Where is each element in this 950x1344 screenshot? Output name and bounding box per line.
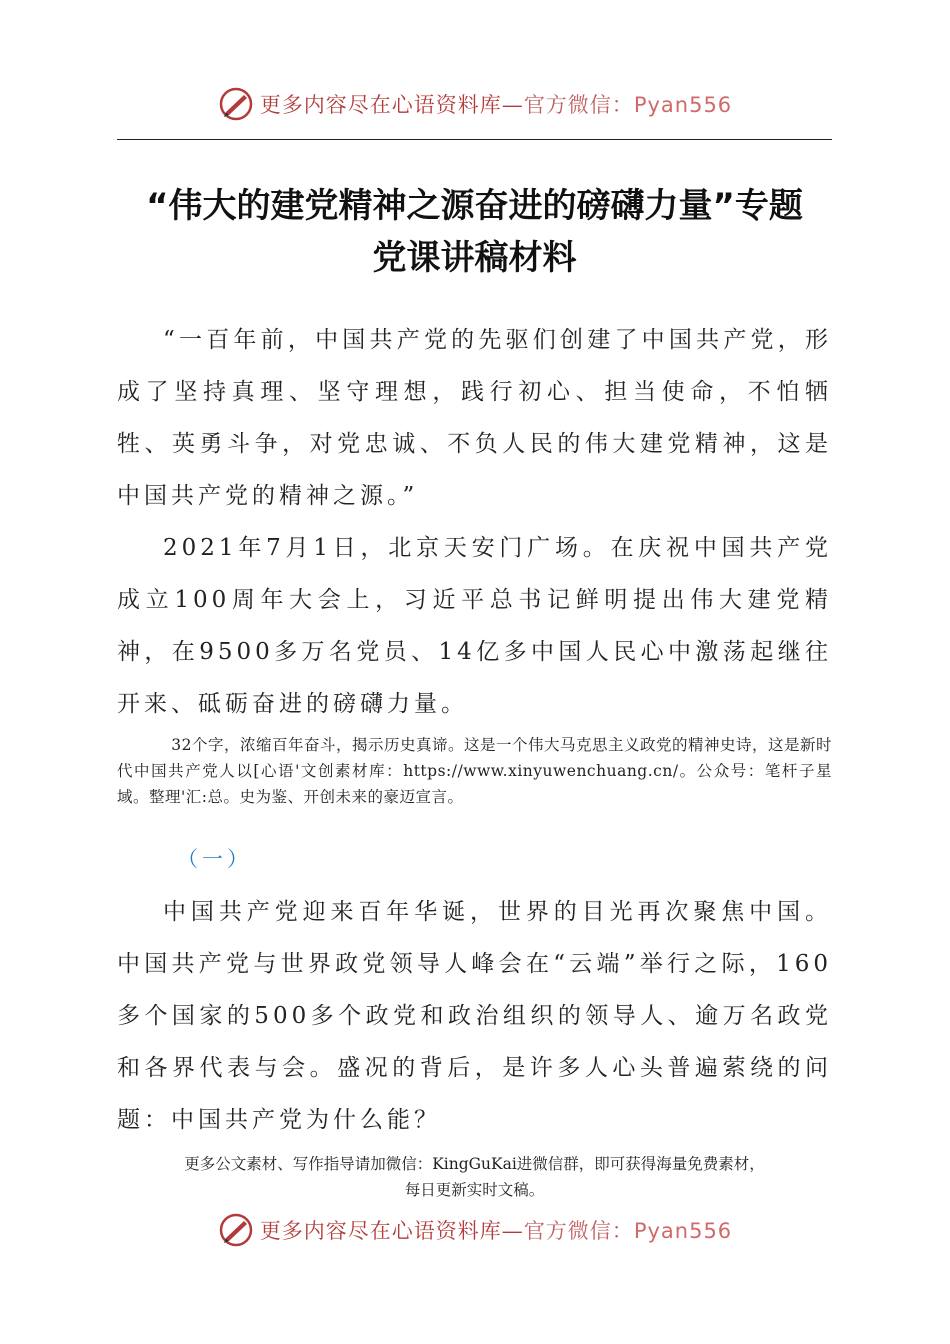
pen-logo-icon [218, 86, 254, 122]
banner-brand-text: 更多内容尽在心语资料库— [259, 93, 524, 117]
document-title [117, 180, 832, 284]
footer-note [117, 1151, 832, 1203]
small-print-paragraph: 32个字，浓缩百年奋斗，揭示历史真谛。这是一个伟大马克思主义政党的精神史诗，这是新时代中国共产党人以[心语'文创素材库：https://www.xinyuwenchuang.cn/。公众号：笔杆子星域。整理'汇:总。史为鉴、开创未来的豪迈宣言。 [117, 736, 832, 806]
title-line-2: 党课讲稿材料 [372, 238, 577, 278]
footer-watermark-banner [0, 1210, 950, 1250]
section-heading: （一） [177, 847, 252, 871]
footer-banner-text [260, 1215, 732, 1245]
footer-note-line-1: 更多公文素材、写作指导请加微信：KingGuKai进微信群，即可获得海量免费素材， [184, 1155, 765, 1173]
footer-banner-wechat-label: 官方微信： [523, 1219, 634, 1243]
banner-wechat-label: 官方微信： [523, 93, 634, 117]
pen-logo-icon [218, 1212, 254, 1248]
section-body [117, 886, 832, 1146]
paragraph-date: 2021年7月1日，北京天安门广场。在庆祝中国共产党成立100周年大会上，习近平总书记鲜明提出伟大建党精神，在9500多万名党员、14亿多中国人民心中激荡起继往开来、砥砺奋进的磅礴力量。 [117, 535, 832, 717]
title-line-1: “伟大的建党精神之源奋进的磅礴力量”专题 [146, 186, 803, 226]
section-paragraph: 中国共产党迎来百年华诞，世界的目光再次聚焦中国。中国共产党与世界政党领导人峰会在“云端”举行之际，160多个国家的500多个政党和政治组织的领导人、逾万名政党和各界代表与会。盛况的背后，是许多人心头普遍萦绕的问题：中国共产党为什么能？ [117, 899, 832, 1133]
banner-handle: Pyan556 [633, 93, 733, 117]
footer-note-line-2: 每日更新实时文稿。 [404, 1181, 545, 1199]
banner-text [260, 89, 732, 119]
header-divider [117, 139, 832, 140]
header-watermark-banner [0, 84, 950, 124]
footer-banner-handle: Pyan556 [633, 1219, 733, 1243]
paragraph-quote: “一百年前，中国共产党的先驱们创建了中国共产党，形成了坚持真理、坚守理想，践行初心、担当使命，不怕牺牲、英勇斗争，对党忠诚、不负人民的伟大建党精神，这是中国共产党的精神之源。” [117, 327, 832, 509]
footer-banner-brand-text: 更多内容尽在心语资料库— [259, 1219, 524, 1243]
intro-paragraphs [117, 314, 832, 730]
